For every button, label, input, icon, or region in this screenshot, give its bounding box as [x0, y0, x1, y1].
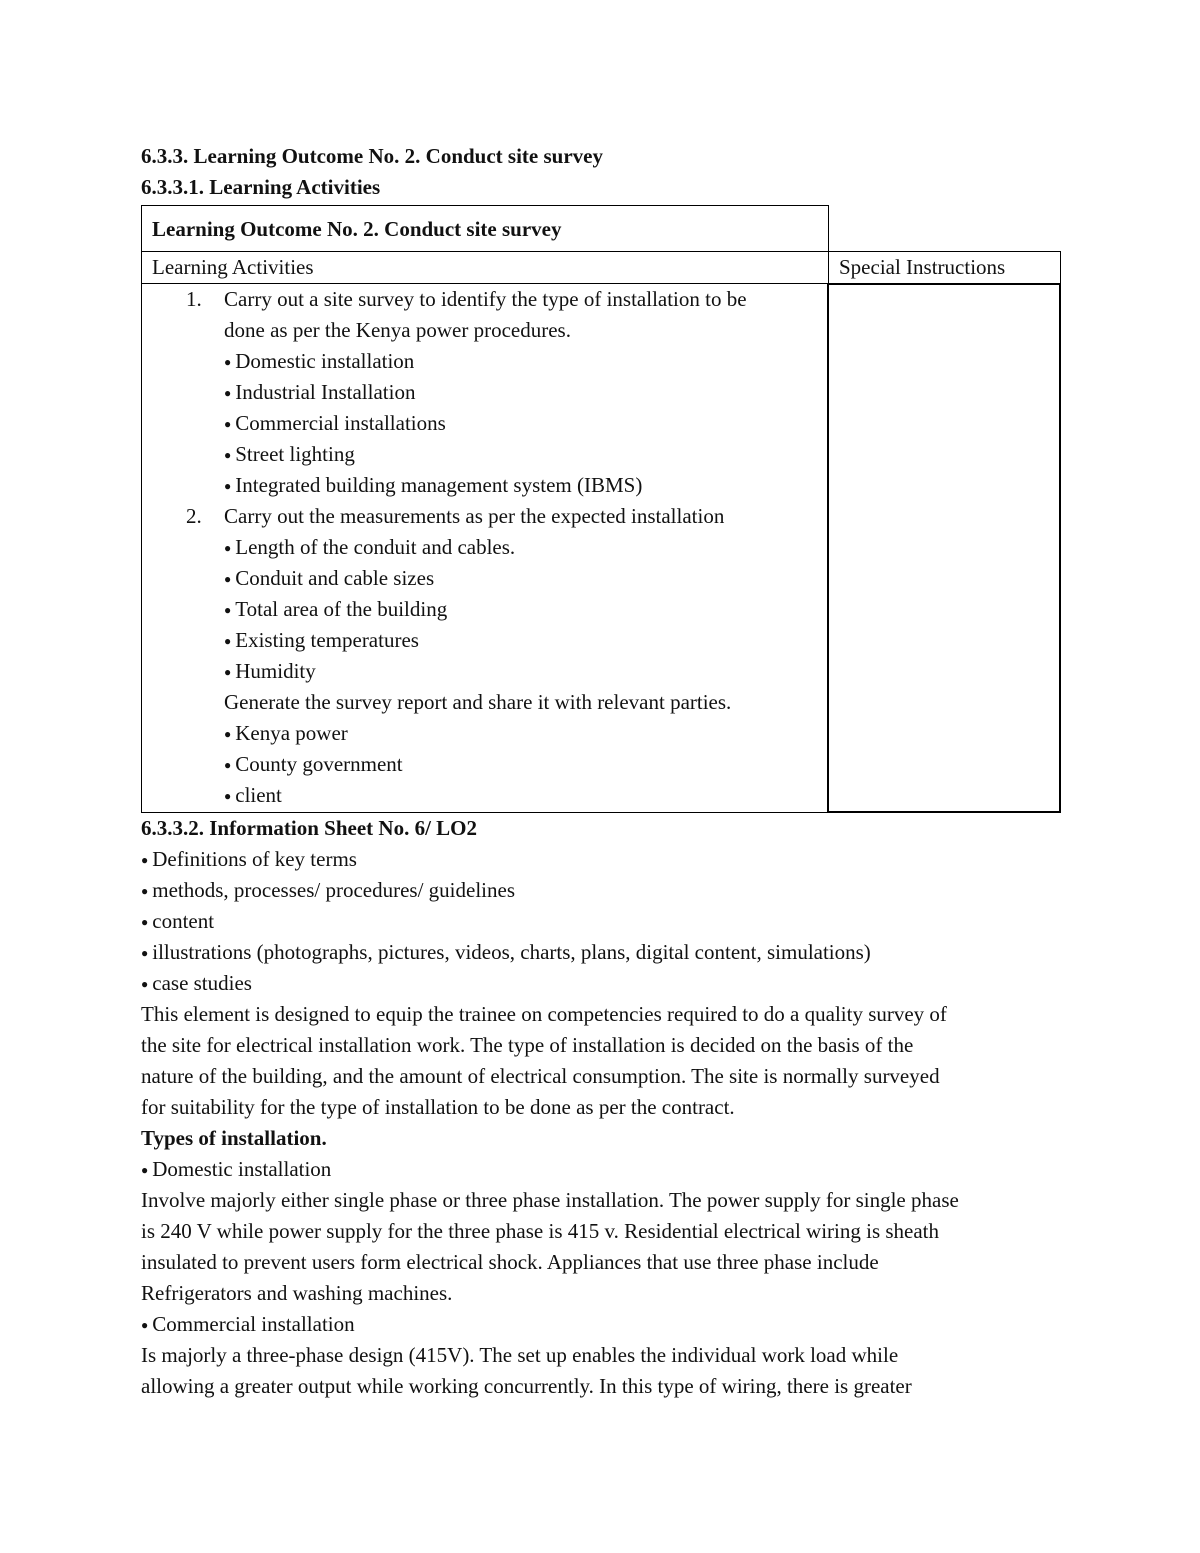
bullet-item: ● Humidity — [142, 656, 828, 687]
types-heading: Types of installation. — [141, 1126, 327, 1150]
paragraph-line: Is majorly a three-phase design (415V). The set up enables the individual work load while — [141, 1343, 899, 1367]
list-number: 2. — [186, 504, 202, 528]
paragraph-line: insulated to prevent users form electrical shock. Appliances that use three phase include — [141, 1250, 879, 1274]
bullet-item: ● Total area of the building — [142, 594, 828, 625]
list-item: 1. Carry out a site survey to identify the type of installation to be — [142, 284, 828, 315]
intro-paragraph — [141, 999, 1061, 1123]
paragraph-line: allowing a greater output while working concurrently. In this type of wiring, there is greater — [141, 1374, 912, 1398]
paragraph-line: the site for electrical installation work. The type of installation is decided on the basis of the — [141, 1033, 914, 1057]
subsection-heading-info: 6.3.3.2. Information Sheet No. 6/ LO2 — [141, 816, 477, 840]
special-instructions-cell — [827, 283, 1061, 813]
paragraph-line: nature of the building, and the amount of electrical consumption. The site is normally surveyed — [141, 1064, 940, 1088]
bullet-item: ● illustrations (photographs, pictures, videos, charts, plans, digital content, simulations) — [141, 937, 1061, 968]
bullet-item: ● County government — [142, 749, 828, 780]
page-content — [141, 141, 1061, 1402]
list-item-continuation: done as per the Kenya power procedures. — [224, 318, 571, 342]
report-instruction: Generate the survey report and share it with relevant parties. — [224, 690, 732, 714]
bullet-item: ● Integrated building management system (IBMS) — [142, 470, 828, 501]
domestic-paragraph — [141, 1185, 1061, 1309]
bullet-item: ● Street lighting — [142, 439, 828, 470]
table-title: Learning Outcome No. 2. Conduct site survey — [141, 205, 829, 252]
bullet-item: ● Kenya power — [142, 718, 828, 749]
bullet-item: ● case studies — [141, 968, 1061, 999]
column-header-learning-activities: Learning Activities — [141, 251, 829, 284]
paragraph-line: for suitability for the type of installation to be done as per the contract. — [141, 1095, 735, 1119]
bullet-item: ● client — [142, 780, 828, 811]
section-heading: 6.3.3. Learning Outcome No. 2. Conduct site survey — [141, 144, 603, 168]
bullet-item: ● content — [141, 906, 1061, 937]
bullet-item: ● Conduit and cable sizes — [142, 563, 828, 594]
paragraph-line: Involve majorly either single phase or three phase installation. The power supply for single phase — [141, 1188, 959, 1212]
paragraph-line: Refrigerators and washing machines. — [141, 1281, 453, 1305]
bullet-item: ● Existing temperatures — [142, 625, 828, 656]
list-item: 2. Carry out the measurements as per the expected installation — [142, 501, 828, 532]
column-header-special-instructions: Special Instructions — [828, 251, 1061, 284]
activities-cell — [141, 283, 829, 813]
subsection-heading-activities: 6.3.3.1. Learning Activities — [141, 175, 381, 199]
bullet-item: ● Definitions of key terms — [141, 844, 1061, 875]
bullet-item: ● methods, processes/ procedures/ guidelines — [141, 875, 1061, 906]
list-number: 1. — [186, 287, 202, 311]
paragraph-line: This element is designed to equip the trainee on competencies required to do a quality survey of — [141, 1002, 947, 1026]
bullet-item: ● Domestic installation — [142, 346, 828, 377]
bullet-item: ● Length of the conduit and cables. — [142, 532, 828, 563]
bullet-item: ● Commercial installations — [142, 408, 828, 439]
commercial-paragraph — [141, 1340, 1061, 1402]
learning-activities-table — [141, 205, 1061, 813]
bullet-item: ● Domestic installation — [141, 1154, 1061, 1185]
bullet-item: ● Commercial installation — [141, 1309, 1061, 1340]
bullet-item: ● Industrial Installation — [142, 377, 828, 408]
paragraph-line: is 240 V while power supply for the three phase is 415 v. Residential electrical wiring is sheath — [141, 1219, 940, 1243]
